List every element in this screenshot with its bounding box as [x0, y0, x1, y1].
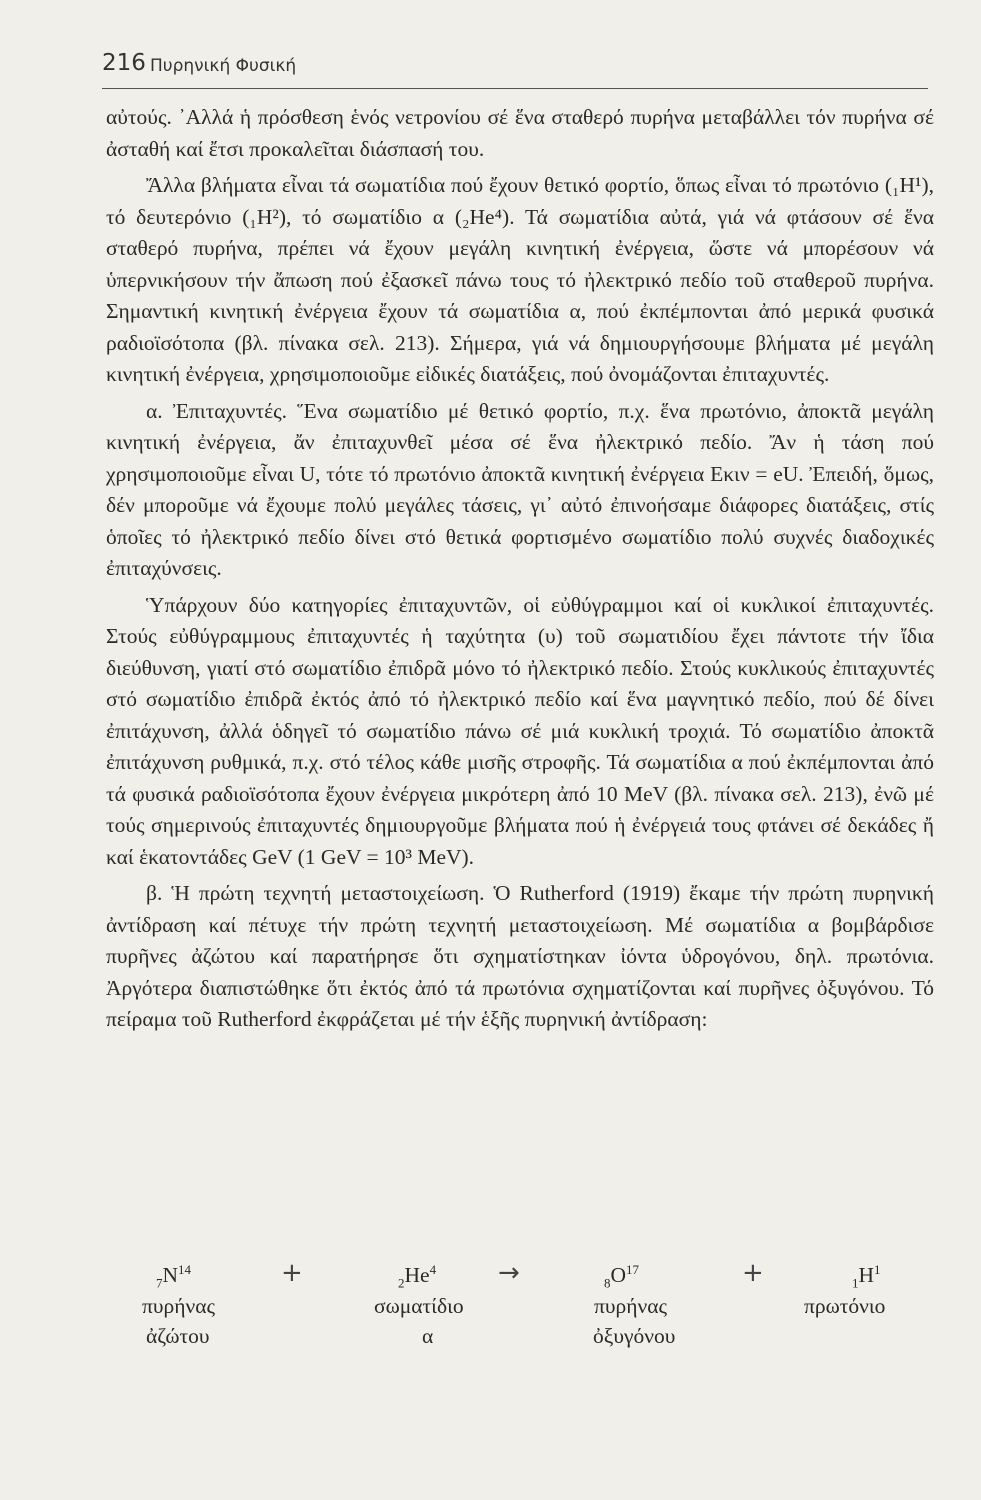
reaction-labels-row-2 — [106, 1324, 934, 1356]
label-oxygen: ὀξυγόνου — [593, 1324, 676, 1348]
label-nucleus-oxygen: πυρήνας — [594, 1294, 667, 1318]
page-header — [102, 44, 928, 89]
reaction-equation — [106, 1258, 934, 1294]
oxygen-symbol: $_8O^{17}$ — [604, 1262, 640, 1291]
label-particle: σωματίδιο — [374, 1294, 464, 1318]
helium-symbol: $_2He^4$ — [398, 1262, 437, 1291]
running-title: Πυρηνική Φυσική — [150, 56, 297, 76]
paragraph-1: αὐτούς. ᾿Αλλά ἡ πρόσθεση ἑνός νετρονίου σέ ἕνα σταθερό πυρήνα μεταβάλλει τόν πυρήνα σέ ἀσταθή καί ἔτσι προκαλεῖται διάσπασή του. — [106, 105, 934, 161]
reaction-arrow: → — [498, 1258, 520, 1288]
paragraph-accelerators: α. Ἐπιταχυντές. Ἕνα σωματίδιο μέ θετικό φορτίο, π.χ. ἕνα πρωτόνιο, ἀποκτᾶ μεγάλη κινητική ἐνέργεια, ἄν ἐπιταχυνθεῖ μέσα σέ ἕνα ἠλεκτρικό πεδίο. Ἄν ἡ τάση πού χρησιμοποιοῦμε εἶναι U, τότε τό πρωτόνιο ἀποκτᾶ κινητική ἐνέργεια Eκιν = eU. Ἐπειδή, ὅμως, δέν μποροῦμε νά ἔχουμε πολύ μεγάλες τάσεις, γι᾿ αὐτό ἐπινοήσαμε διάφορες διατάξεις, στίς ὁποῖες τό ἠλεκτρικό πεδίο δίνει στό θετικά φορτισμένο σωματίδιο πολύ συχνές διαδοχικές ἐπιταχύνσεις. — [106, 398, 934, 580]
label-proton: πρωτόνιο — [804, 1294, 886, 1318]
paragraph-rutherford: β. Ἡ πρώτη τεχνητή μεταστοιχείωση. Ὁ Rutherford (1919) ἔκαμε τήν πρώτη πυρηνική ἀντίδραση καί πέτυχε τήν πρώτη τεχνητή μεταστοιχείωση. Μέ σωματίδια α βομβάρδισε πυρῆνες ἀζώτου καί παρατήρησε ὅτι σχηματίστηκαν ἰόντα ὑδρογόνου, δηλ. πρωτόνια. Ἀργότερα διαπιστώθηκε ὅτι ἐκτός ἀπό τά πρωτόνια σχηματίζονται καί πυρῆνες ὀξυγόνου. Τό πείραμα τοῦ Rutherford ἐκφράζεται μέ τήν ἑξῆς πυρηνική ἀντίδραση: — [106, 881, 934, 1031]
plus-sign-1: + — [281, 1258, 303, 1288]
nitrogen-symbol: $_7N^{14}$ — [156, 1262, 192, 1291]
hydrogen-symbol: $_1H^1$ — [852, 1262, 881, 1291]
plus-sign-2: + — [742, 1258, 764, 1288]
label-nucleus-nitrogen: πυρήνας — [142, 1294, 215, 1318]
page-number: 216 — [102, 50, 146, 76]
body-text — [106, 102, 934, 1041]
paragraph-2: Ἄλλα βλήματα εἶναι τά σωματίδια πού ἔχουν θετικό φορτίο, ὅπως εἶναι τό πρωτόνιο (₁H¹), τό δευτερόνιο (₁H²), τό σωματίδιο α (₂He⁴). Τά σωματίδια αὐτά, γιά νά φτάσουν σέ ἕνα σταθερό πυρήνα, πρέπει νά ἔχουν μεγάλη κινητική ἐνέργεια, ὥστε νά μπορέσουν νά ὑπερνικήσουν τήν ἄπωση πού ἐξασκεῖ πάνω τους τό ἠλεκτρικό πεδίο τοῦ σταθεροῦ πυρήνα. Σημαντική κινητική ἐνέργεια ἔχουν τά σωματίδια α, πού ἐκπέμπονται ἀπό μερικά φυσικά ραδιοϊσότοπα (βλ. πίνακα σελ. 213). Σήμερα, γιά νά δημιουργήσουμε βλήματα μέ μεγάλη κινητική ἐνέργεια, χρησιμοποιοῦμε εἰδικές διατάξεις, πού ὀνομάζονται ἐπιταχυντές. — [106, 173, 934, 386]
label-alpha: α — [422, 1324, 434, 1348]
reaction-labels-row-1 — [106, 1294, 934, 1326]
label-nitrogen: ἀζώτου — [146, 1324, 210, 1348]
paragraph-categories: Ὑπάρχουν δύο κατηγορίες ἐπιταχυντῶν, οἱ εὐθύγραμμοι καί οἱ κυκλικοί ἐπιταχυντές. Στούς εὐθύγραμμους ἐπιταχυντές ἡ ταχύτητα (υ) τοῦ σωματιδίου ἔχει πάντοτε τήν ἴδια διεύθυνση, γιατί στό σωματίδιο ἐπιδρᾶ μόνο τό ἠλεκτρικό πεδίο. Στούς κυκλικούς ἐπιταχυντές στό σωματίδιο ἐπιδρᾶ ἐκτός ἀπό τό ἠλεκτρικό πεδίο καί ἕνα μαγνητικό πεδίο, πού δέ δίνει ἐπιτάχυνση, ἀλλά ὁδηγεῖ τό σωματίδιο πάνω σέ μιά κυκλική τροχιά. Τό σωματίδιο ἀποκτᾶ ἐπιτάχυνση ρυθμικά, π.χ. στό τέλος κάθε μισῆς στροφῆς. Τά σωματίδια α πού ἐκπέμπονται ἀπό τά φυσικά ραδιοϊσότοπα ἔχουν ἐνέργεια μικρότερη ἀπό 10 MeV (βλ. πίνακα σελ. 213), ἐνῶ μέ τούς σημερινούς ἐπιταχυντές δημιουργοῦμε βλήματα πού ἡ ἐνέργειά τους φτάνει σέ δεκάδες ἤ καί ἑκατοντάδες GeV (1 GeV = 10³ MeV). — [106, 592, 934, 869]
